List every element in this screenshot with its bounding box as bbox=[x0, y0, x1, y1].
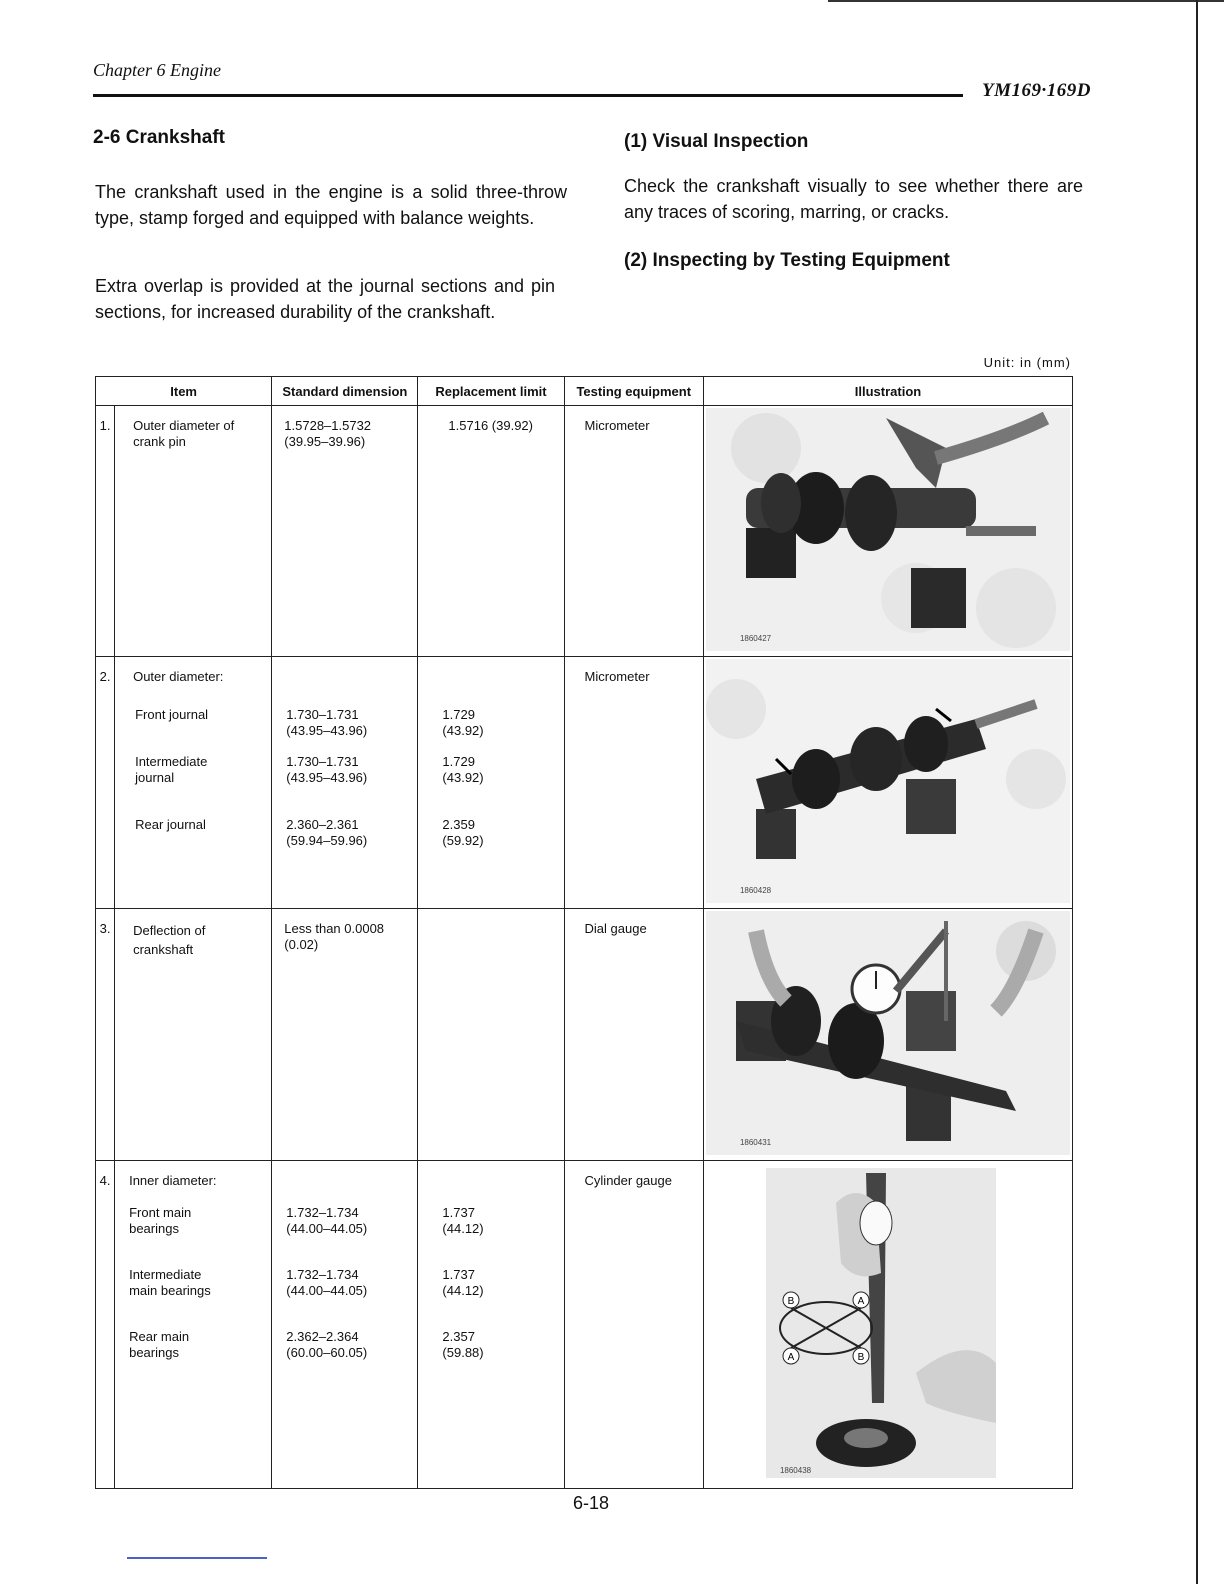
table-row bbox=[96, 657, 1073, 909]
crank-pin-photo bbox=[706, 408, 1070, 651]
model-number: YM169·169D bbox=[982, 80, 1091, 101]
std-value-mm: (44.00–44.05) bbox=[286, 1221, 368, 1236]
testing-equipment-heading: (2) Inspecting by Testing Equipment bbox=[624, 250, 950, 271]
rep-value: 1.729 bbox=[442, 754, 475, 769]
photo-code: 1860427 bbox=[739, 634, 772, 643]
visual-inspection-paragraph: Check the crankshaft visually to see whether there are any traces of scoring, marring, or cracks. bbox=[624, 176, 1083, 222]
item-cell bbox=[115, 657, 272, 909]
table-row bbox=[96, 1161, 1073, 1489]
rep-value: 1.737 bbox=[442, 1267, 475, 1282]
std-value-mm: (60.00–60.05) bbox=[286, 1345, 368, 1360]
label-b: B bbox=[857, 1352, 865, 1363]
std-value: 1.730–1.731 bbox=[286, 707, 359, 722]
table-header-row bbox=[96, 377, 1073, 406]
testing-cell: Dial gauge bbox=[564, 909, 703, 1161]
photo-code: 1860431 bbox=[739, 1138, 772, 1147]
item-cell bbox=[115, 909, 272, 1161]
std-value-mm: (43.95–43.96) bbox=[286, 723, 368, 738]
top-rule bbox=[828, 0, 1224, 2]
intro-paragraph-2: Extra overlap is provided at the journal sections and pin sections, for increased durability of the crankshaft. bbox=[95, 276, 555, 322]
standard-cell bbox=[272, 909, 418, 1161]
std-value: 1.732–1.734 bbox=[286, 1205, 359, 1220]
sub-item: Intermediate journal bbox=[135, 754, 208, 785]
deflection-photo bbox=[706, 911, 1070, 1155]
std-value-mm: (44.00–44.05) bbox=[286, 1283, 368, 1298]
rep-value-mm: (44.12) bbox=[442, 1283, 484, 1298]
chapter-title: Chapter 6 Engine bbox=[93, 60, 221, 80]
replacement-cell: 1.5716 (39.92) bbox=[418, 406, 564, 657]
item-cell bbox=[115, 1161, 272, 1489]
illustration-cell bbox=[703, 1161, 1072, 1489]
rep-value-mm: (59.88) bbox=[442, 1345, 484, 1360]
intro-paragraph-1: The crankshaft used in the engine is a solid three-throw type, stamp forged and equipped with balance weights. bbox=[95, 182, 567, 228]
cylinder-gauge-image bbox=[706, 1163, 1070, 1483]
std-value-mm: (59.94–59.96) bbox=[286, 833, 368, 848]
testing-cell: Cylinder gauge bbox=[564, 1161, 703, 1489]
unit-label: Unit: in (mm) bbox=[983, 355, 1071, 370]
sub-item: Intermediate main bearings bbox=[129, 1267, 211, 1298]
rep-value-mm: (59.92) bbox=[442, 833, 484, 848]
sub-item: Front main bearings bbox=[129, 1205, 192, 1236]
std-value: 1.732–1.734 bbox=[286, 1267, 359, 1282]
table-row bbox=[96, 909, 1073, 1161]
replacement-cell bbox=[418, 657, 564, 909]
photo-code: 1860438 bbox=[779, 1466, 812, 1475]
illustration-cell bbox=[703, 909, 1072, 1161]
header-rule bbox=[93, 94, 963, 97]
std-value: Less than 0.0008 (0.02) bbox=[284, 921, 385, 952]
crankshaft-journals-image bbox=[706, 659, 1070, 903]
illustration-cell bbox=[703, 657, 1072, 909]
label-a: A bbox=[787, 1352, 795, 1363]
bearing-photo bbox=[706, 1163, 1070, 1483]
rep-value: 1.729 bbox=[442, 707, 475, 722]
item-text: Outer diameter of crank pin bbox=[133, 418, 235, 449]
standard-cell bbox=[272, 657, 418, 909]
journal-photo bbox=[706, 659, 1070, 903]
rep-value-mm: (43.92) bbox=[442, 723, 484, 738]
standard-cell: 1.5728–1.5732 (39.95–39.96) bbox=[272, 406, 418, 657]
crankshaft-micrometer-image bbox=[706, 408, 1070, 651]
rep-value-mm: (43.92) bbox=[442, 770, 484, 785]
testing-cell: Micrometer bbox=[564, 406, 703, 657]
std-value-mm: (43.95–43.96) bbox=[286, 770, 368, 785]
testing-cell: Micrometer bbox=[564, 657, 703, 909]
bottom-link-line bbox=[127, 1557, 267, 1559]
header-illustration: Illustration bbox=[703, 377, 1072, 406]
sub-item: Front journal bbox=[135, 707, 209, 722]
header-replacement: Replacement limit bbox=[418, 377, 564, 406]
row-number: 3. bbox=[96, 909, 115, 1161]
spec-table bbox=[95, 376, 1073, 1489]
crankshaft-dial-gauge-image bbox=[706, 911, 1070, 1155]
item-text: Deflection of crankshaft bbox=[133, 923, 206, 957]
std-value: 1.730–1.731 bbox=[286, 754, 359, 769]
visual-inspection-heading: (1) Visual Inspection bbox=[624, 131, 809, 152]
row-number: 4. bbox=[96, 1161, 115, 1489]
sub-item: Rear journal bbox=[135, 817, 206, 832]
item-text: Outer diameter: bbox=[133, 669, 224, 684]
replacement-cell bbox=[418, 909, 564, 1161]
rep-value: 1.737 bbox=[442, 1205, 475, 1220]
rep-value: 2.359 bbox=[442, 817, 475, 832]
row-number: 2. bbox=[96, 657, 115, 909]
header-testing: Testing equipment bbox=[564, 377, 703, 406]
std-value: 2.362–2.364 bbox=[286, 1329, 359, 1344]
illustration-cell bbox=[703, 406, 1072, 657]
replacement-cell bbox=[418, 1161, 564, 1489]
page-number: 6-18 bbox=[573, 1493, 610, 1513]
sub-item: Rear main bearings bbox=[129, 1329, 190, 1360]
standard-cell bbox=[272, 1161, 418, 1489]
row-number: 1. bbox=[96, 406, 115, 657]
std-value: 2.360–2.361 bbox=[286, 817, 359, 832]
item-cell bbox=[115, 406, 272, 657]
rep-value-mm: (44.12) bbox=[442, 1221, 484, 1236]
item-text: Inner diameter: bbox=[129, 1173, 217, 1188]
header-item: Item bbox=[96, 377, 272, 406]
label-b: B bbox=[787, 1296, 795, 1307]
header-standard: Standard dimension bbox=[272, 377, 418, 406]
right-rule bbox=[1196, 0, 1198, 1584]
section-heading: 2-6 Crankshaft bbox=[93, 127, 225, 148]
table-row bbox=[96, 406, 1073, 657]
rep-value: 2.357 bbox=[442, 1329, 475, 1344]
label-a: A bbox=[857, 1296, 865, 1307]
photo-code: 1860428 bbox=[739, 886, 772, 895]
